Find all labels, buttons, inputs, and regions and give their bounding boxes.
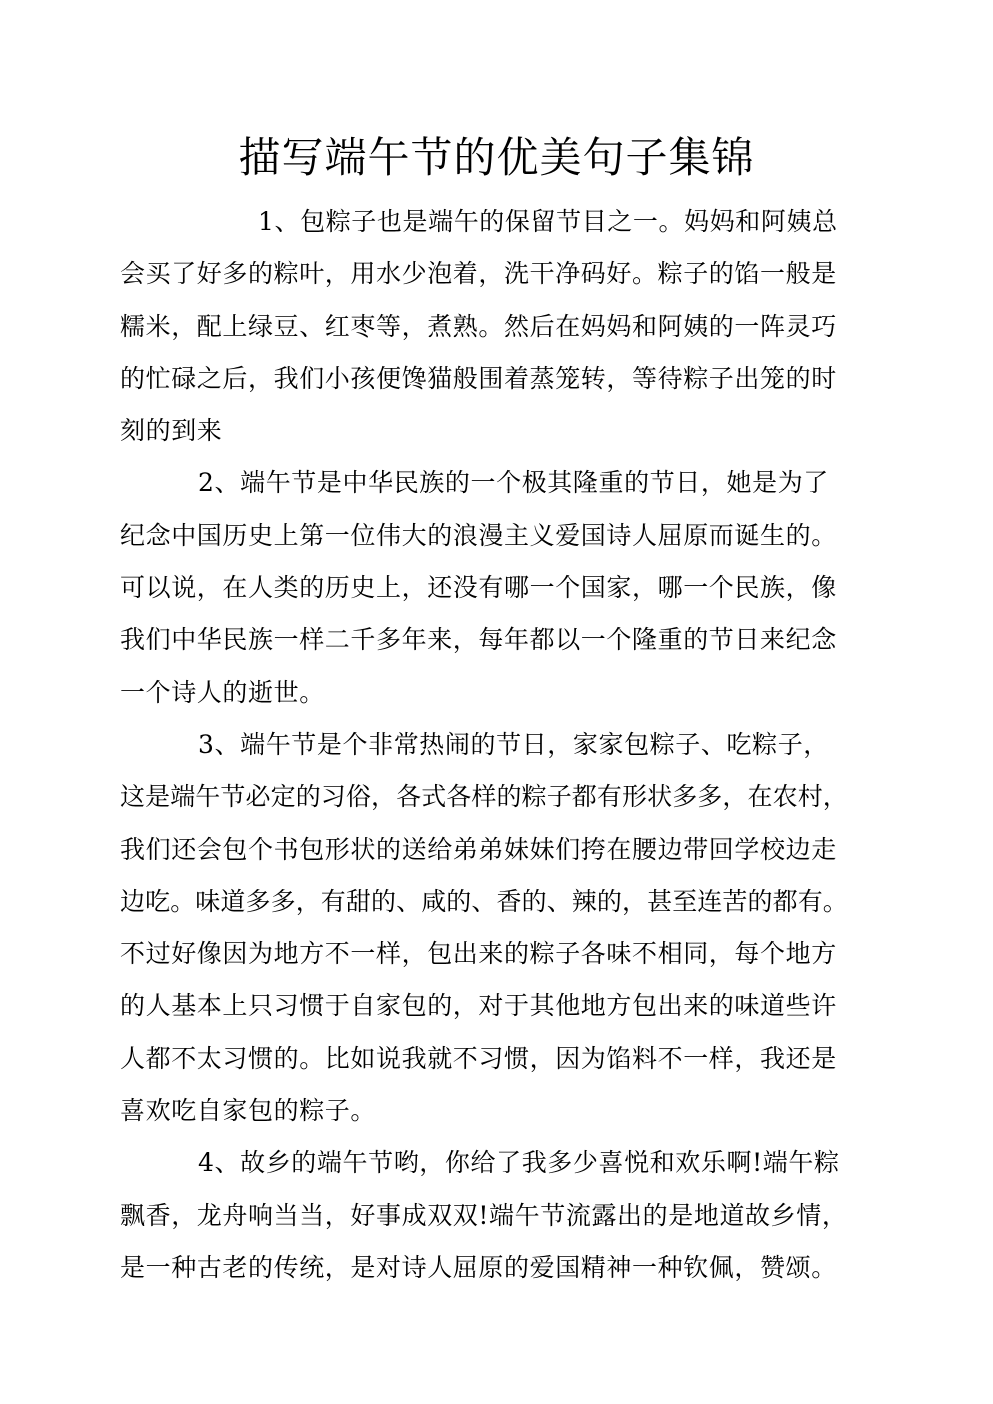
paragraph-line: 人都不太习惯的。比如说我就不习惯，因为馅料不一样，我还是 (120, 1043, 837, 1073)
paragraph-line: 刻的到来 (120, 416, 223, 446)
document-title: 描写端午节的优美句子集锦 (238, 133, 755, 182)
paragraph-line: 的人基本上只习惯于自家包的，对于其他地方包出来的味道些许 (120, 991, 837, 1021)
paragraph-line: 这是端午节必定的习俗，各式各样的粽子都有形状多多，在农村， (120, 782, 848, 812)
paragraph-line: 糯米，配上绿豆、红枣等，煮熟。然后在妈妈和阿姨的一阵灵巧 (120, 311, 837, 341)
paragraph-line: 会买了好多的粽叶，用水少泡着，洗干净码好。粽子的馅一般是 (120, 259, 837, 289)
paragraph-line: 的忙碌之后，我们小孩便馋猫般围着蒸笼转，等待粽子出笼的时 (120, 363, 837, 393)
paragraph-line: 3、端午节是个非常热闹的节日，家家包粽子、吃粽子， (198, 729, 829, 759)
paragraph-line: 飘香，龙舟响当当，好事成双双!端午节流露出的是地道故乡情， (120, 1200, 848, 1230)
paragraph-line: 我们中华民族一样二千多年来，每年都以一个隆重的节日来纪念 (120, 625, 837, 655)
paragraph-line: 喜欢吃自家包的粽子。 (120, 1096, 377, 1126)
paragraph-line: 不过好像因为地方不一样，包出来的粽子各味不相同，每个地方 (120, 939, 837, 969)
paragraph-line: 可以说，在人类的历史上，还没有哪一个国家，哪一个民族，像 (120, 573, 837, 603)
paragraph-line: 纪念中国历史上第一位伟大的浪漫主义爱国诗人屈原而诞生的。 (120, 520, 837, 550)
paragraph-line: 1、包粽子也是端午的保留节目之一。妈妈和阿姨总 (258, 207, 838, 236)
paragraph-3 (120, 719, 890, 1137)
paragraph-line: 4、故乡的端午节哟，你给了我多少喜悦和欢乐啊!端午粽 (198, 1148, 840, 1178)
paragraph-2 (120, 457, 890, 718)
document-body (120, 196, 890, 1294)
paragraph-line: 一个诗人的逝世。 (120, 677, 325, 707)
paragraph-line: 我们还会包个书包形状的送给弟弟妹妹们挎在腰边带回学校边走 (120, 834, 837, 864)
paragraph-4 (120, 1137, 890, 1294)
paragraph-line: 边吃。味道多多，有甜的、咸的、香的、辣的，甚至连苦的都有。 (120, 886, 848, 916)
paragraph-1 (120, 196, 890, 457)
paragraph-line: 是一种古老的传统，是对诗人屈原的爱国精神一种钦佩，赞颂。 (120, 1252, 837, 1282)
paragraph-line: 2、端午节是中华民族的一个极其隆重的节日，她是为了 (198, 468, 829, 498)
